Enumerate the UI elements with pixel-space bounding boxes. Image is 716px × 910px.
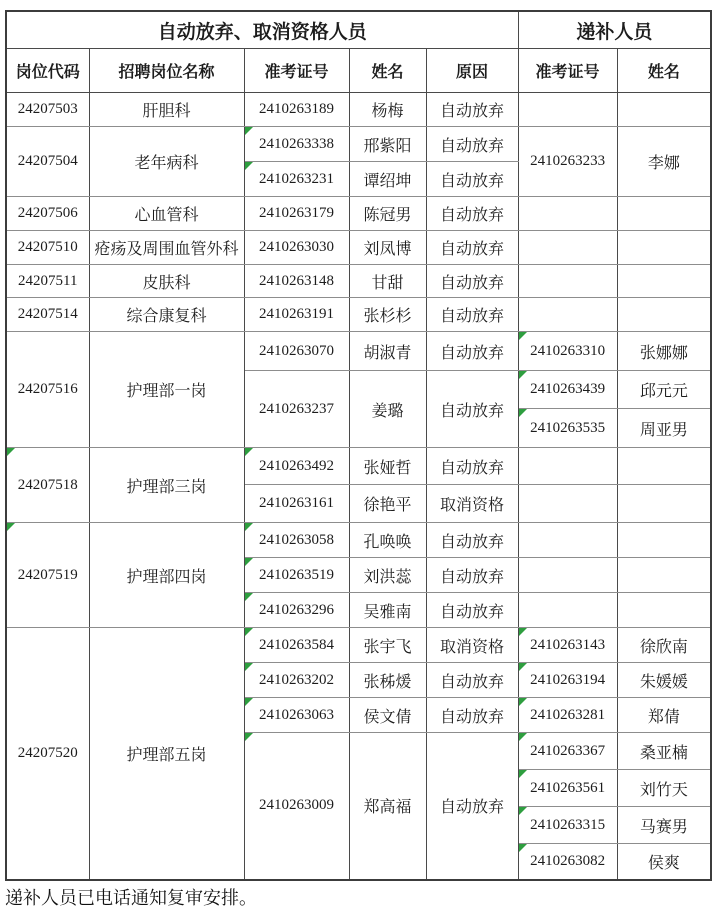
cell-replacement-exam-no	[518, 197, 617, 231]
cell-name: 张杉杉	[349, 298, 426, 332]
cell-replacement-exam-no: 2410263310	[518, 332, 617, 371]
cell-name: 张宇飞	[349, 628, 426, 663]
cell-replacement-name: 张娜娜	[617, 332, 711, 371]
table-row	[6, 448, 711, 485]
cell-name: 邢紫阳	[349, 127, 426, 162]
cell-job-code: 24207511	[6, 265, 89, 298]
cell-replacement-exam-no: 2410263315	[518, 807, 617, 844]
cell-replacement-exam-no: 2410263535	[518, 409, 617, 448]
cell-reason: 自动放弃	[426, 371, 518, 448]
cell-reason: 自动放弃	[426, 265, 518, 298]
cell-job-code: 24207510	[6, 231, 89, 265]
cell-job-code: 24207520	[6, 628, 89, 880]
cell-name: 姜璐	[349, 371, 426, 448]
cell-job-title: 护理部三岗	[89, 448, 244, 523]
title-abandon: 自动放弃、取消资格人员	[6, 11, 518, 49]
cell-replacement-exam-no: 2410263233	[518, 127, 617, 197]
cell-name: 吴雅南	[349, 593, 426, 628]
cell-replacement-name: 侯爽	[617, 844, 711, 880]
cell-name: 刘洪蕊	[349, 558, 426, 593]
cell-job-code: 24207516	[6, 332, 89, 448]
cell-replacement-name	[617, 265, 711, 298]
cell-replacement-name: 朱媛媛	[617, 663, 711, 698]
cell-exam-no: 2410263063	[244, 698, 349, 733]
cell-reason: 自动放弃	[426, 197, 518, 231]
title-replacement: 递补人员	[518, 11, 711, 49]
cell-replacement-exam-no: 2410263281	[518, 698, 617, 733]
footer-note: 递补人员已电话通知复审安排。	[5, 887, 257, 908]
cell-reason: 自动放弃	[426, 298, 518, 332]
cell-exam-no: 2410263058	[244, 523, 349, 558]
cell-replacement-exam-no	[518, 265, 617, 298]
column-header-3: 姓名	[349, 49, 426, 93]
cell-exam-no: 2410263148	[244, 265, 349, 298]
cell-job-title: 护理部五岗	[89, 628, 244, 880]
cell-name: 胡淑青	[349, 332, 426, 371]
title-row	[6, 11, 711, 49]
cell-exam-no: 2410263237	[244, 371, 349, 448]
cell-replacement-name	[617, 558, 711, 593]
cell-replacement-exam-no	[518, 558, 617, 593]
table-row	[6, 298, 711, 332]
cell-replacement-name: 马赛男	[617, 807, 711, 844]
cell-reason: 取消资格	[426, 485, 518, 523]
cell-name: 孔唤唤	[349, 523, 426, 558]
cell-job-code: 24207503	[6, 93, 89, 127]
cell-replacement-exam-no: 2410263439	[518, 371, 617, 409]
cell-replacement-name	[617, 93, 711, 127]
cell-exam-no: 2410263231	[244, 162, 349, 197]
cell-replacement-exam-no: 2410263561	[518, 770, 617, 807]
cell-reason: 自动放弃	[426, 593, 518, 628]
cell-replacement-exam-no: 2410263143	[518, 628, 617, 663]
cell-replacement-name	[617, 448, 711, 485]
cell-name: 杨梅	[349, 93, 426, 127]
cell-reason: 自动放弃	[426, 733, 518, 880]
cell-name: 陈冠男	[349, 197, 426, 231]
cell-replacement-exam-no	[518, 523, 617, 558]
cell-replacement-name	[617, 523, 711, 558]
cell-exam-no: 2410263338	[244, 127, 349, 162]
cell-name: 郑高福	[349, 733, 426, 880]
column-header-1: 招聘岗位名称	[89, 49, 244, 93]
column-header-0: 岗位代码	[6, 49, 89, 93]
cell-job-code: 24207518	[6, 448, 89, 523]
cell-job-title: 皮肤科	[89, 265, 244, 298]
cell-replacement-exam-no	[518, 448, 617, 485]
cell-replacement-exam-no	[518, 231, 617, 265]
cell-replacement-exam-no: 2410263194	[518, 663, 617, 698]
cell-reason: 自动放弃	[426, 523, 518, 558]
cell-reason: 自动放弃	[426, 231, 518, 265]
cell-replacement-exam-no	[518, 93, 617, 127]
cell-reason: 自动放弃	[426, 698, 518, 733]
cell-replacement-name	[617, 593, 711, 628]
column-header-6: 姓名	[617, 49, 711, 93]
cell-replacement-exam-no	[518, 593, 617, 628]
cell-replacement-name: 徐欣南	[617, 628, 711, 663]
table-row	[6, 231, 711, 265]
cell-reason: 自动放弃	[426, 558, 518, 593]
table-row	[6, 332, 711, 371]
cell-replacement-exam-no	[518, 298, 617, 332]
cell-exam-no: 2410263202	[244, 663, 349, 698]
table-row	[6, 523, 711, 558]
cell-job-title: 老年病科	[89, 127, 244, 197]
cell-reason: 自动放弃	[426, 663, 518, 698]
cell-name: 侯文倩	[349, 698, 426, 733]
cell-replacement-name: 桑亚楠	[617, 733, 711, 770]
cell-job-title: 肝胆科	[89, 93, 244, 127]
cell-replacement-name	[617, 197, 711, 231]
cell-job-code: 24207519	[6, 523, 89, 628]
cell-job-title: 护理部四岗	[89, 523, 244, 628]
cell-replacement-name: 李娜	[617, 127, 711, 197]
cell-reason: 自动放弃	[426, 448, 518, 485]
cell-job-code: 24207506	[6, 197, 89, 231]
column-header-2: 准考证号	[244, 49, 349, 93]
cell-exam-no: 2410263009	[244, 733, 349, 880]
cell-name: 谭绍坤	[349, 162, 426, 197]
cell-name: 张娅哲	[349, 448, 426, 485]
cell-replacement-name: 周亚男	[617, 409, 711, 448]
cell-job-code: 24207514	[6, 298, 89, 332]
cell-job-title: 疮疡及周围血管外科	[89, 231, 244, 265]
cell-job-title: 心血管科	[89, 197, 244, 231]
cell-name: 甘甜	[349, 265, 426, 298]
cell-reason: 自动放弃	[426, 162, 518, 197]
cell-exam-no: 2410263179	[244, 197, 349, 231]
cell-reason: 自动放弃	[426, 332, 518, 371]
cell-replacement-name: 邱元元	[617, 371, 711, 409]
cell-exam-no: 2410263070	[244, 332, 349, 371]
cell-reason: 取消资格	[426, 628, 518, 663]
cell-name: 张秭煖	[349, 663, 426, 698]
table-row	[6, 127, 711, 162]
cell-exam-no: 2410263161	[244, 485, 349, 523]
cell-reason: 自动放弃	[426, 93, 518, 127]
cell-exam-no: 2410263519	[244, 558, 349, 593]
cell-job-code: 24207504	[6, 127, 89, 197]
table-row	[6, 197, 711, 231]
cell-replacement-name: 刘竹天	[617, 770, 711, 807]
table-body	[6, 93, 711, 880]
cell-replacement-name	[617, 298, 711, 332]
cell-exam-no: 2410263492	[244, 448, 349, 485]
cell-replacement-name	[617, 231, 711, 265]
cell-replacement-exam-no	[518, 485, 617, 523]
cell-exam-no: 2410263296	[244, 593, 349, 628]
cell-name: 刘凤博	[349, 231, 426, 265]
cell-replacement-name: 郑倩	[617, 698, 711, 733]
column-header-4: 原因	[426, 49, 518, 93]
cell-replacement-exam-no: 2410263082	[518, 844, 617, 880]
table-row	[6, 93, 711, 127]
cell-replacement-name	[617, 485, 711, 523]
cell-job-title: 综合康复科	[89, 298, 244, 332]
cell-reason: 自动放弃	[426, 127, 518, 162]
table-row	[6, 628, 711, 663]
cell-job-title: 护理部一岗	[89, 332, 244, 448]
table-header	[6, 11, 711, 93]
cell-exam-no: 2410263584	[244, 628, 349, 663]
column-header-row	[6, 49, 711, 93]
cell-exam-no: 2410263189	[244, 93, 349, 127]
personnel-table	[5, 10, 712, 881]
cell-exam-no: 2410263030	[244, 231, 349, 265]
table-row	[6, 265, 711, 298]
cell-replacement-exam-no: 2410263367	[518, 733, 617, 770]
cell-name: 徐艳平	[349, 485, 426, 523]
cell-exam-no: 2410263191	[244, 298, 349, 332]
column-header-5: 准考证号	[518, 49, 617, 93]
